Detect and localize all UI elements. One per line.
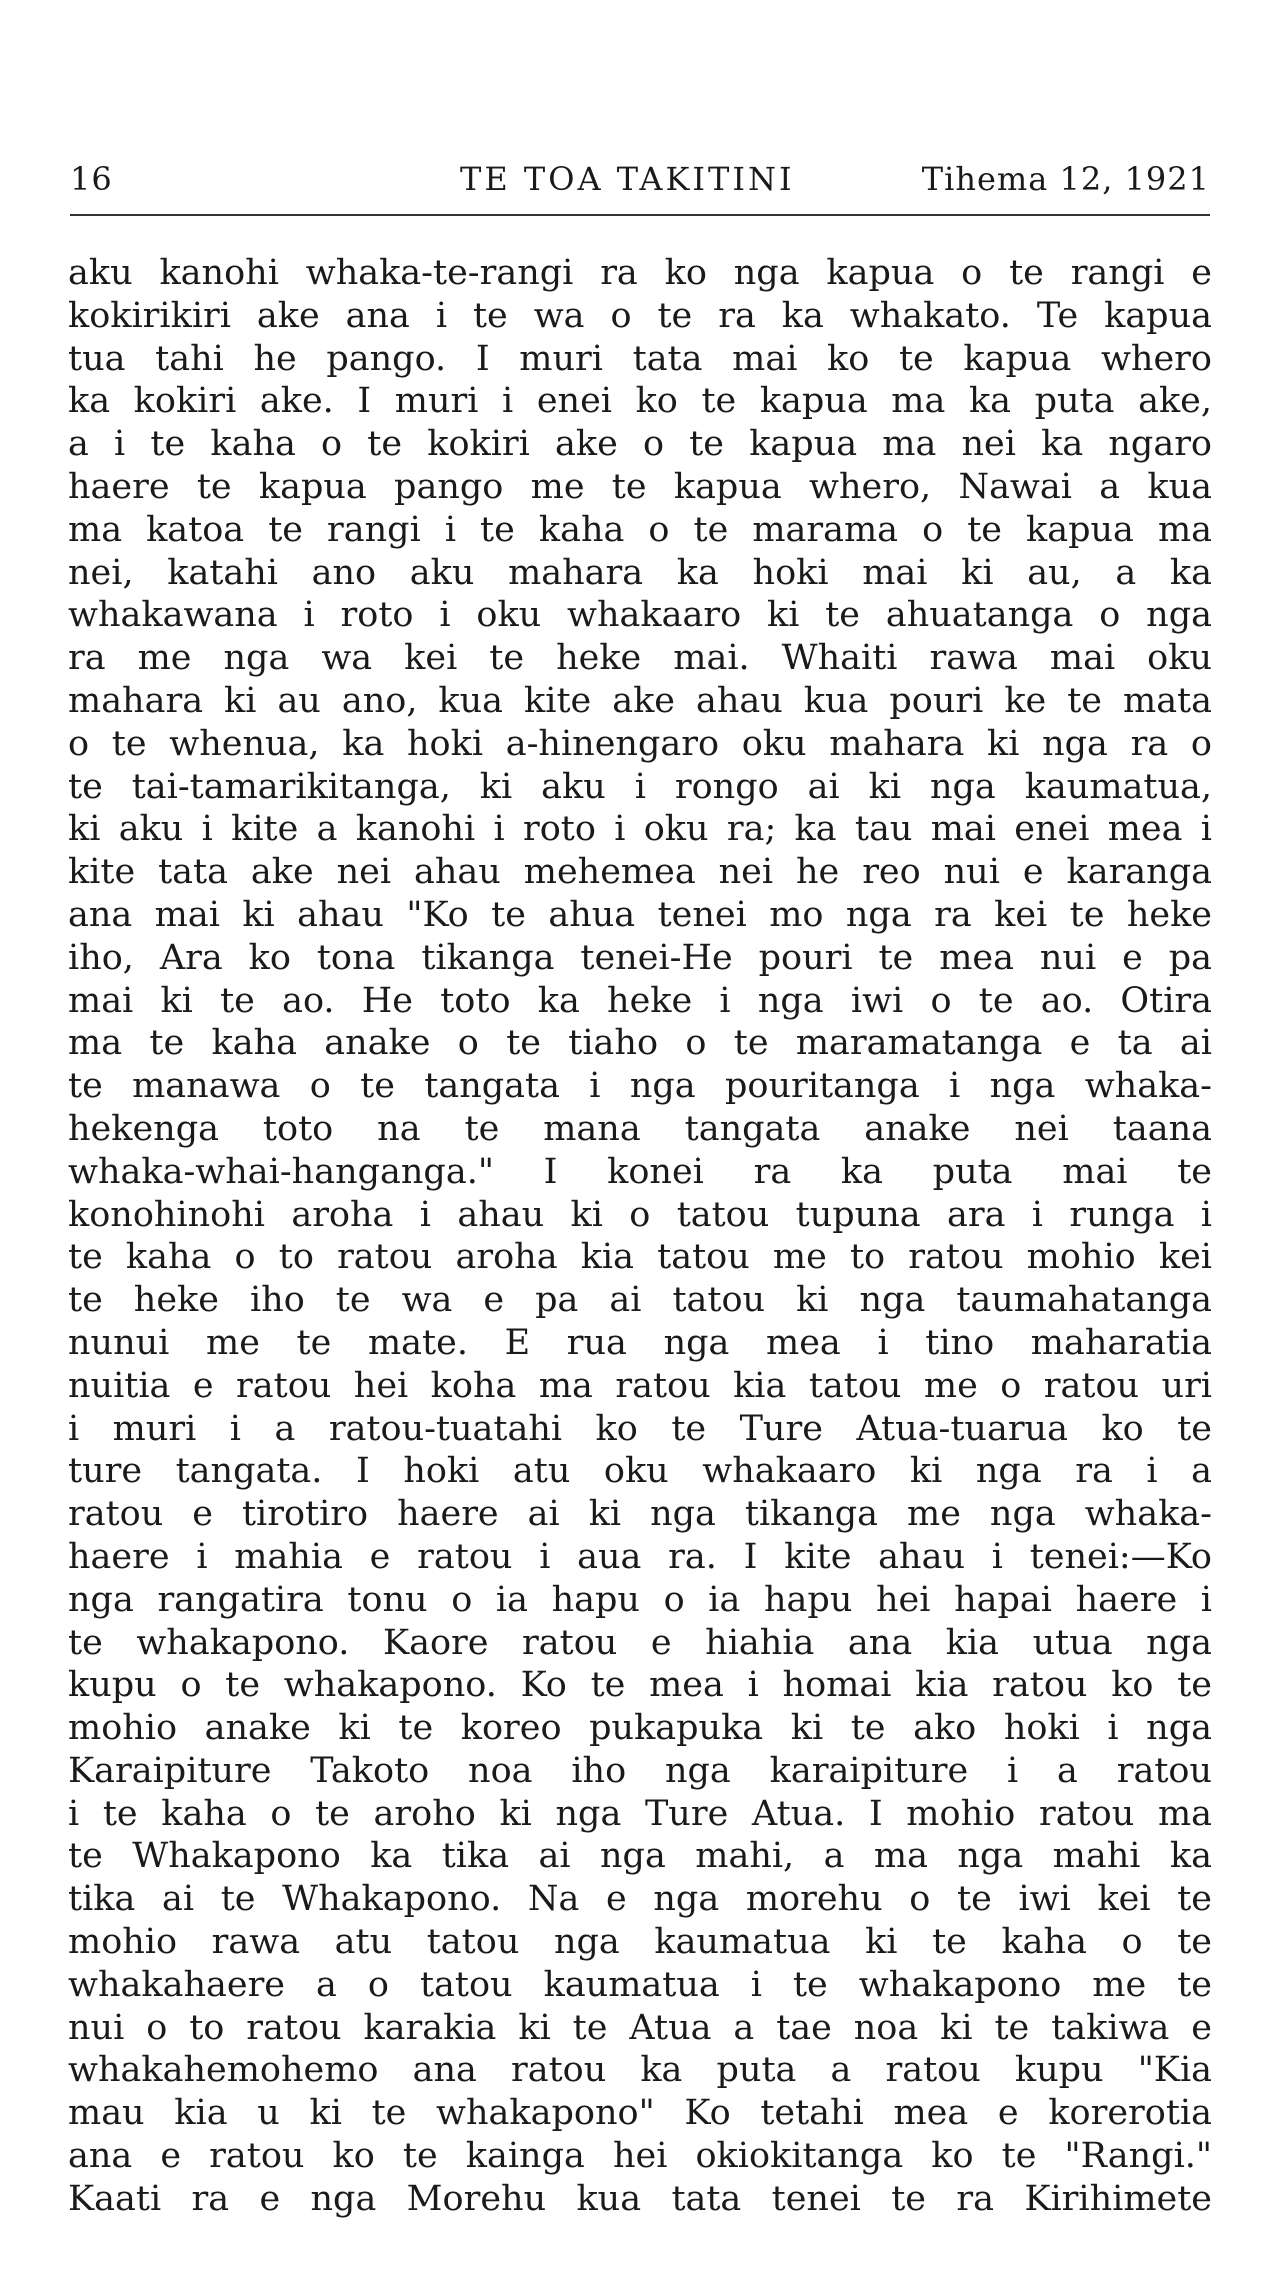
- text-line: te manawa o te tangata i nga pouritanga i nga whaka-: [68, 1066, 1212, 1107]
- page-number: 16: [70, 160, 113, 198]
- text-line: nui o to ratou karakia ki te Atua a tae noa ki te takiwa e: [68, 2007, 1212, 2048]
- text-line: mohio rawa atu tatou nga kaumatua ki te kaha o te: [68, 1922, 1212, 1963]
- text-line: ki aku i kite a kanohi i roto i oku ra; ka tau mai enei mea i: [68, 809, 1212, 850]
- text-line: te Whakapono ka tika ai nga mahi, a ma nga mahi ka: [68, 1836, 1212, 1877]
- text-line: tika ai te Whakapono. Na e nga morehu o te iwi kei te: [68, 1879, 1212, 1920]
- header-rule: [70, 214, 1210, 216]
- text-line: kite tata ake nei ahau mehemea nei he reo nui e karanga: [68, 852, 1212, 893]
- text-line: nga rangatira tonu o ia hapu o ia hapu hei hapai haere i: [68, 1579, 1212, 1620]
- text-line: kokirikiri ake ana i te wa o te ra ka whakato. Te kapua: [68, 295, 1212, 336]
- text-line: ture tangata. I hoki atu oku whakaaro ki nga ra i a: [68, 1451, 1212, 1492]
- text-line: te heke iho te wa e pa ai tatou ki nga taumahatanga: [68, 1280, 1212, 1321]
- text-line: mai ki te ao. He toto ka heke i nga iwi o te ao. Otira: [68, 980, 1212, 1021]
- text-line: aku kanohi whaka-te-rangi ra ko nga kapua o te rangi e: [68, 253, 1212, 293]
- text-line: mau kia u ki te whakapono" Ko tetahi mea e korerotia: [68, 2093, 1212, 2134]
- page-header: [70, 160, 1210, 204]
- text-line: ana e ratou ko te kainga hei okiokitanga ko te "Rangi.": [68, 2136, 1212, 2177]
- text-line: nunui me te mate. E rua nga mea i tino maharatia: [68, 1322, 1212, 1363]
- text-line: whaka-whai-hanganga." I konei ra ka puta mai te: [68, 1151, 1212, 1192]
- text-line: nuitia e ratou hei koha ma ratou kia tatou me o ratou uri: [68, 1365, 1212, 1406]
- text-line: Karaipiture Takoto noa iho nga karaipiture i a ratou: [68, 1750, 1212, 1791]
- text-line: ratou e tirotiro haere ai ki nga tikanga me nga whaka-: [68, 1494, 1212, 1535]
- text-line: iho, Ara ko tona tikanga tenei-He pouri te mea nui e pa: [68, 937, 1212, 978]
- text-line: hekenga toto na te mana tangata anake nei taana: [68, 1108, 1212, 1149]
- text-line: tua tahi he pango. I muri tata mai ko te kapua whero: [68, 338, 1212, 379]
- text-line: ra me nga wa kei te heke mai. Whaiti rawa mai oku: [68, 638, 1212, 679]
- text-line: a i te kaha o te kokiri ake o te kapua ma nei ka ngaro: [68, 424, 1212, 465]
- text-line: te tai-tamarikitanga, ki aku i rongo ai ki nga kaumatua,: [68, 766, 1212, 807]
- body-text: [68, 252, 1212, 2221]
- text-line: ka kokiri ake. I muri i enei ko te kapua ma ka puta ake,: [68, 381, 1212, 422]
- text-line: konohinohi aroha i ahau ki o tatou tupuna ara i runga i: [68, 1194, 1212, 1235]
- text-line: haere te kapua pango me te kapua whero, Nawai a kua: [68, 466, 1212, 507]
- text-line: ana mai ki ahau "Ko te ahua tenei mo nga ra kei te heke: [68, 894, 1212, 935]
- text-line: whakahemohemo ana ratou ka puta a ratou kupu "Kia: [68, 2050, 1212, 2091]
- text-line: te whakapono. Kaore ratou e hiahia ana kia utua nga: [68, 1622, 1212, 1663]
- text-line: kupu o te whakapono. Ko te mea i homai kia ratou ko te: [68, 1665, 1212, 1706]
- text-line: i te kaha o te aroho ki nga Ture Atua. I mohio ratou ma: [68, 1793, 1212, 1834]
- text-line: haere i mahia e ratou i aua ra. I kite ahau i tenei:—Ko: [68, 1536, 1212, 1577]
- text-line: whakawana i roto i oku whakaaro ki te ahuatanga o nga: [68, 595, 1212, 636]
- text-line: mahara ki au ano, kua kite ake ahau kua pouri ke te mata: [68, 680, 1212, 721]
- text-line: nei, katahi ano aku mahara ka hoki mai ki au, a ka: [68, 552, 1212, 593]
- text-line: te kaha o to ratou aroha kia tatou me to ratou mohio kei: [68, 1237, 1212, 1278]
- text-line: mohio anake ki te koreo pukapuka ki te ako hoki i nga: [68, 1708, 1212, 1749]
- text-line: whakahaere a o tatou kaumatua i te whakapono me te: [68, 1964, 1212, 2005]
- text-line: ma katoa te rangi i te kaha o te marama o te kapua ma: [68, 509, 1212, 550]
- text-line: ma te kaha anake o te tiaho o te maramatanga e ta ai: [68, 1023, 1212, 1064]
- text-line: Kaati ra e nga Morehu kua tata tenei te ra Kirihimete: [68, 2178, 1212, 2219]
- issue-date: Tihema 12, 1921: [921, 160, 1210, 198]
- running-title: TE TOA TAKITINI: [460, 160, 795, 198]
- text-line: o te whenua, ka hoki a-hinengaro oku mahara ki nga ra o: [68, 723, 1212, 764]
- text-line: i muri i a ratou-tuatahi ko te Ture Atua-tuarua ko te: [68, 1408, 1212, 1449]
